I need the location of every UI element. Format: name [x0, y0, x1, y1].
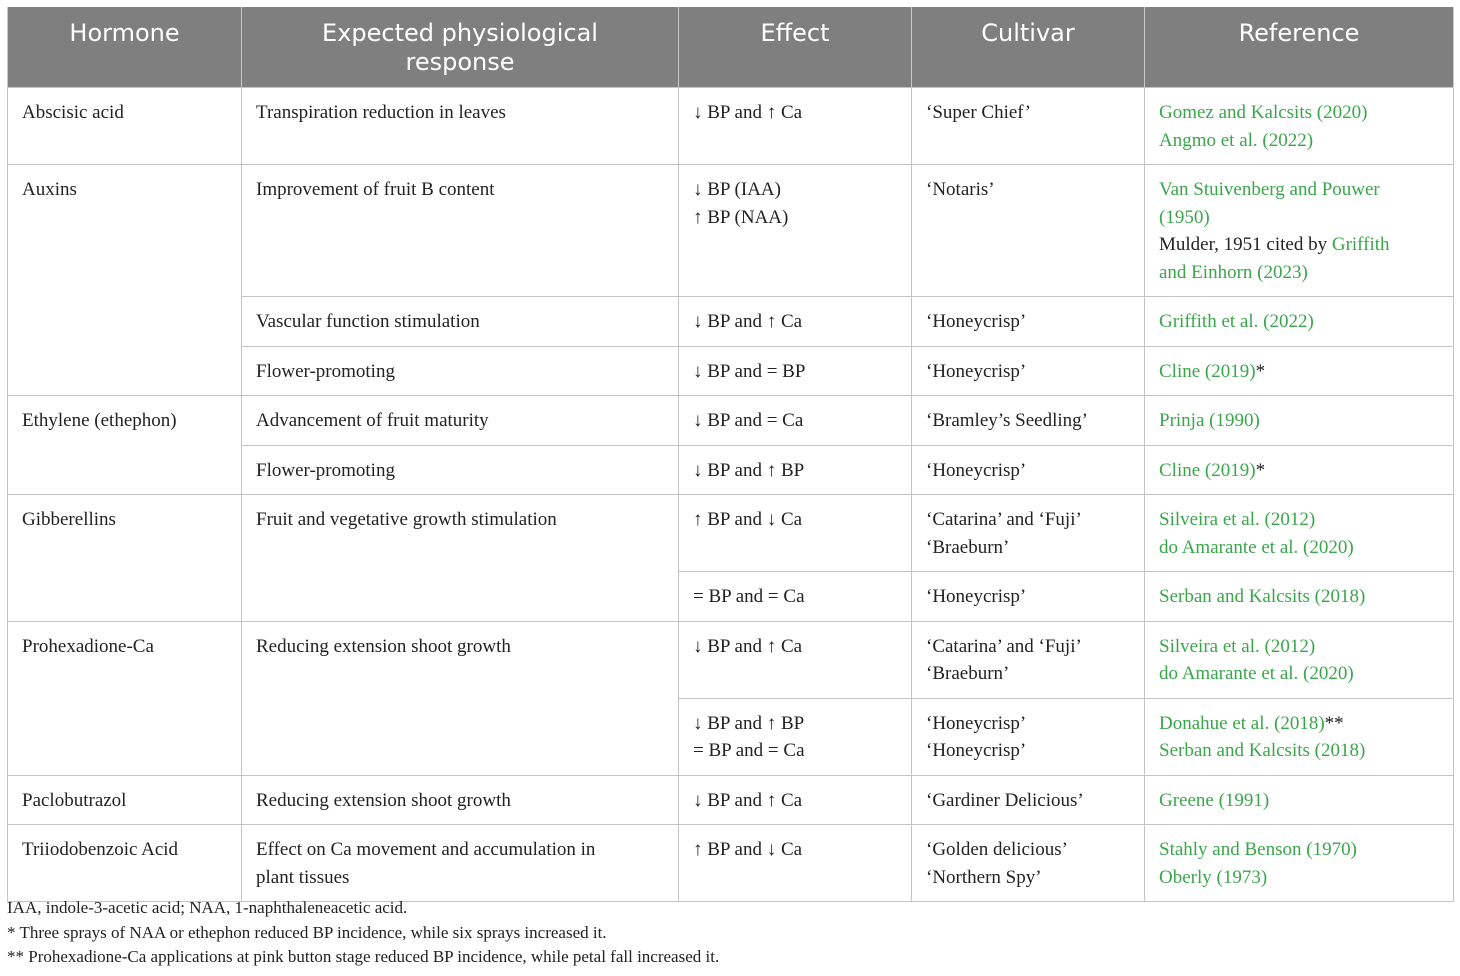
- reference-link[interactable]: Stahly and Benson (1970): [1159, 839, 1357, 860]
- response-cell: Transpiration reduction in leaves: [242, 88, 679, 165]
- reference-link[interactable]: Cline (2019): [1159, 459, 1256, 481]
- header-response: [242, 7, 679, 88]
- cultivar-cell: [912, 495, 1145, 572]
- footnote-single-star: * Three sprays of NAA or ethephon reduced BP incidence, while six sprays increased it.: [7, 922, 607, 942]
- reference-link[interactable]: Donahue et al. (2018): [1159, 712, 1325, 734]
- header-hormone: Hormone: [8, 7, 242, 88]
- reference-link[interactable]: Van Stuivenberg and Pouwer: [1159, 179, 1380, 200]
- effect-line: ↓ BP (IAA): [693, 179, 781, 200]
- cultivar-cell: ‘Super Chief’: [912, 88, 1145, 165]
- table-row: [8, 88, 1454, 165]
- reference-text: Mulder, 1951 cited by: [1159, 234, 1332, 255]
- hormone-cell: Auxins: [8, 165, 242, 396]
- header-response-line1: Expected physiological: [322, 19, 598, 47]
- cultivar-cell: ‘Gardiner Delicious’: [912, 775, 1145, 825]
- reference-link[interactable]: Silveira et al. (2012): [1159, 635, 1316, 657]
- header-effect: Effect: [679, 7, 912, 88]
- footnote-mark: *: [1255, 360, 1266, 382]
- reference-cell: [1145, 698, 1454, 775]
- reference-link[interactable]: Angmo et al. (2022): [1159, 129, 1314, 151]
- cultivar-line: ‘Braeburn’: [926, 536, 1010, 558]
- response-line: plant tissues: [256, 866, 350, 888]
- response-cell: Flower-promoting: [242, 346, 679, 396]
- footnote-abbreviations: IAA, indole-3-acetic acid; NAA, 1-naphthaleneacetic acid.: [7, 898, 408, 917]
- reference-link[interactable]: Griffith: [1331, 234, 1390, 255]
- table-row: [8, 621, 1454, 698]
- reference-link[interactable]: Griffith et al. (2022): [1159, 311, 1314, 332]
- table-body: [8, 88, 1454, 902]
- response-cell: Flower-promoting: [242, 445, 679, 495]
- reference-cell: [1145, 165, 1454, 297]
- response-cell: Vascular function stimulation: [242, 297, 679, 347]
- response-cell: [242, 825, 679, 902]
- cultivar-cell: ‘Notaris’: [912, 165, 1145, 297]
- reference-link[interactable]: Gomez and Kalcsits (2020): [1159, 102, 1368, 123]
- reference-link[interactable]: do Amarante et al. (2020): [1159, 663, 1354, 684]
- response-cell: Fruit and vegetative growth stimulation: [242, 495, 679, 622]
- response-cell: Advancement of fruit maturity: [242, 396, 679, 446]
- hormone-cell: Triiodobenzoic Acid: [8, 825, 242, 902]
- cultivar-line: ‘Golden delicious’: [926, 839, 1068, 860]
- reference-link[interactable]: Greene (1991): [1159, 789, 1270, 811]
- effect-cell: ↑ BP and ↓ Ca: [679, 495, 912, 572]
- header-reference: Reference: [1145, 7, 1454, 88]
- hormone-cell: Abscisic acid: [8, 88, 242, 165]
- reference-link[interactable]: Cline (2019): [1159, 360, 1256, 382]
- reference-mixed-line: [1159, 710, 1439, 738]
- cultivar-cell: ‘Honeycrisp’: [912, 346, 1145, 396]
- effect-line: ↓ BP and ↑ BP: [693, 712, 805, 734]
- response-cell: Reducing extension shoot growth: [242, 621, 679, 775]
- reference-cell: [1145, 621, 1454, 698]
- reference-cell: [1145, 775, 1454, 825]
- effect-cell: = BP and = Ca: [679, 572, 912, 622]
- cultivar-cell: [912, 621, 1145, 698]
- effect-line: = BP and = Ca: [693, 740, 805, 761]
- effect-cell: ↓ BP and = Ca: [679, 396, 912, 446]
- cultivar-cell: ‘Bramley’s Seedling’: [912, 396, 1145, 446]
- effect-cell: ↑ BP and ↓ Ca: [679, 825, 912, 902]
- cultivar-line: ‘Honeycrisp’: [926, 740, 1027, 761]
- response-cell: Improvement of fruit B content: [242, 165, 679, 297]
- header-cultivar: Cultivar: [912, 7, 1145, 88]
- hormone-cell: Gibberellins: [8, 495, 242, 622]
- hormone-cell: Paclobutrazol: [8, 775, 242, 825]
- reference-cell: [1145, 825, 1454, 902]
- response-line: Effect on Ca movement and accumulation in: [256, 839, 596, 860]
- footnote-mark: **: [1324, 712, 1344, 734]
- table-footnotes: [7, 896, 719, 970]
- table-row: [8, 396, 1454, 446]
- hormone-cell: Prohexadione-Ca: [8, 621, 242, 775]
- reference-link[interactable]: do Amarante et al. (2020): [1159, 536, 1354, 558]
- reference-link[interactable]: Serban and Kalcsits (2018): [1159, 586, 1366, 607]
- cultivar-cell: ‘Honeycrisp’: [912, 445, 1145, 495]
- effect-cell: ↓ BP and ↑ Ca: [679, 775, 912, 825]
- reference-cell: [1145, 396, 1454, 446]
- reference-cell: [1145, 297, 1454, 347]
- effect-cell: ↓ BP and ↑ Ca: [679, 88, 912, 165]
- table-row: [8, 495, 1454, 572]
- reference-link[interactable]: and Einhorn (2023): [1159, 261, 1308, 283]
- reference-link[interactable]: Silveira et al. (2012): [1159, 509, 1316, 530]
- reference-link[interactable]: Oberly (1973): [1159, 866, 1268, 888]
- hormone-table-container: [7, 7, 1453, 902]
- cultivar-line: ‘Catarina’ and ‘Fuji’: [926, 635, 1082, 657]
- reference-link[interactable]: Serban and Kalcsits (2018): [1159, 740, 1366, 761]
- cultivar-cell: ‘Honeycrisp’: [912, 297, 1145, 347]
- footnote-mark: *: [1255, 459, 1266, 481]
- reference-cell: [1145, 88, 1454, 165]
- cultivar-cell: [912, 698, 1145, 775]
- response-cell: Reducing extension shoot growth: [242, 775, 679, 825]
- reference-link[interactable]: Prinja (1990): [1159, 410, 1260, 431]
- cultivar-cell: ‘Honeycrisp’: [912, 572, 1145, 622]
- effect-cell: ↓ BP and ↑ Ca: [679, 621, 912, 698]
- effect-line: ↑ BP (NAA): [693, 206, 789, 228]
- reference-cell: [1145, 346, 1454, 396]
- reference-cell: [1145, 572, 1454, 622]
- table-row: [8, 775, 1454, 825]
- reference-link[interactable]: (1950): [1159, 206, 1210, 228]
- footnote-double-star: ** Prohexadione-Ca applications at pink button stage reduced BP incidence, while petal fall increased it.: [7, 947, 720, 966]
- table-header: [8, 7, 1454, 88]
- effect-cell: ↓ BP and ↑ Ca: [679, 297, 912, 347]
- cultivar-line: ‘Braeburn’: [926, 663, 1010, 684]
- cultivar-line: ‘Honeycrisp’: [926, 712, 1027, 734]
- header-row: [8, 7, 1454, 88]
- table-row: [8, 165, 1454, 297]
- effect-cell: [679, 698, 912, 775]
- reference-mixed-line: [1159, 231, 1439, 259]
- effect-cell: ↓ BP and = BP: [679, 346, 912, 396]
- table-row: [8, 825, 1454, 902]
- hormone-table: [7, 7, 1454, 902]
- cultivar-line: ‘Northern Spy’: [926, 866, 1042, 888]
- hormone-cell: Ethylene (ethephon): [8, 396, 242, 495]
- effect-cell: [679, 165, 912, 297]
- cultivar-cell: [912, 825, 1145, 902]
- cultivar-line: ‘Catarina’ and ‘Fuji’: [926, 509, 1082, 530]
- effect-cell: ↓ BP and ↑ BP: [679, 445, 912, 495]
- reference-cell: [1145, 445, 1454, 495]
- reference-cell: [1145, 495, 1454, 572]
- header-response-line2: response: [405, 48, 515, 76]
